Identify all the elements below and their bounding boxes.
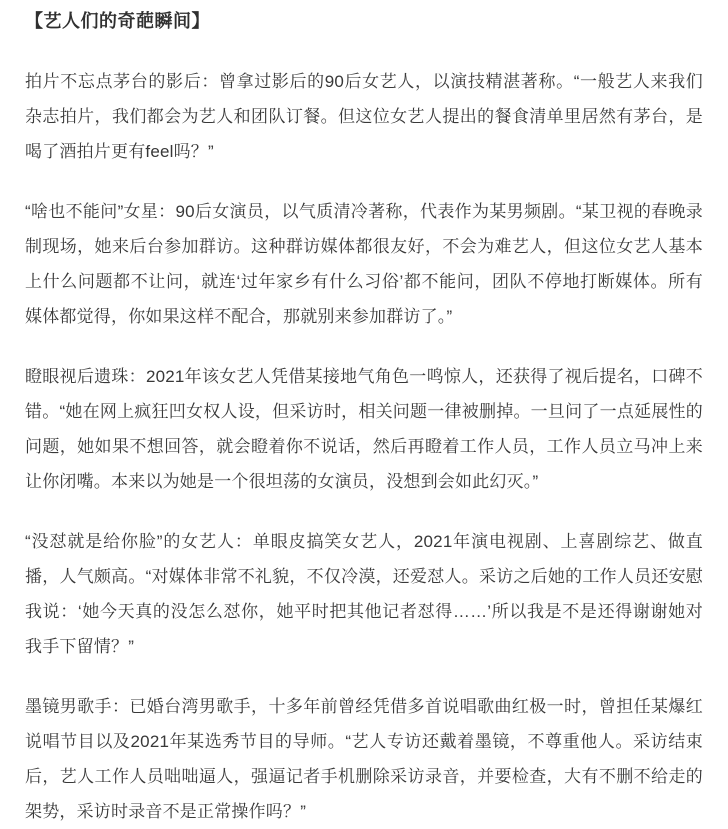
paragraph-snarky-actress: “没怼就是给你脸”的女艺人：单眼皮搞笑女艺人，2021年演电视剧、上喜剧综艺、做直播，人气颇高。“对媒体非常不礼貌，不仅冷漠，还爱怼人。采访之后她的工作人员还安慰我说：‘她今天真的没怎么怼你，她平时把其他记者怼得……’所以我是不是还得谢谢她对我手下留情？”: [25, 532, 703, 656]
article-title: 【艺人们的奇葩瞬间】: [25, 11, 210, 31]
paragraph-maotai-actress: 拍片不忘点茅台的影后：曾拿过影后的90后女艺人，以演技精湛著称。“一般艺人来我们杂志拍片，我们都会为艺人和团队订餐。但这位女艺人提出的餐食清单里居然有茅台，是喝了酒拍片更有feel吗？”: [25, 72, 703, 161]
paragraph-staring-actress: 瞪眼视后遗珠：2021年该女艺人凭借某接地气角色一鸣惊人，还获得了视后提名，口碑不错。“她在网上疯狂凹女权人设，但采访时，相关问题一律被删掉。一旦问了一点延展性的问题，她如果不想回答，就会瞪着你不说话，然后再瞪着工作人员，工作人员立马冲上来让你闭嘴。本来以为她是一个很坦荡的女演员，没想到会如此幻灭。”: [25, 367, 703, 491]
paragraph-no-questions-star: “啥也不能问”女星：90后女演员，以气质清冷著称，代表作为某男频剧。“某卫视的春晚录制现场，她来后台参加群访。这种群访媒体都很友好，不会为难艺人，但这位女艺人基本上什么问题都不让问，就连‘过年家乡有什么习俗’都不能问，团队不停地打断媒体。所有媒体都觉得，你如果这样不配合，那就别来参加群访了。”: [25, 202, 703, 326]
paragraph-sunglasses-singer: 墨镜男歌手：已婚台湾男歌手，十多年前曾经凭借多首说唱歌曲红极一时，曾担任某爆红说唱节目以及2021年某选秀节目的导师。“艺人专访还戴着墨镜，不尊重他人。采访结束后，艺人工作人员咄咄逼人，强逼记者手机删除采访录音，并要检查，大有不删不给走的架势，采访时录音不是正常操作吗？”: [25, 697, 703, 821]
